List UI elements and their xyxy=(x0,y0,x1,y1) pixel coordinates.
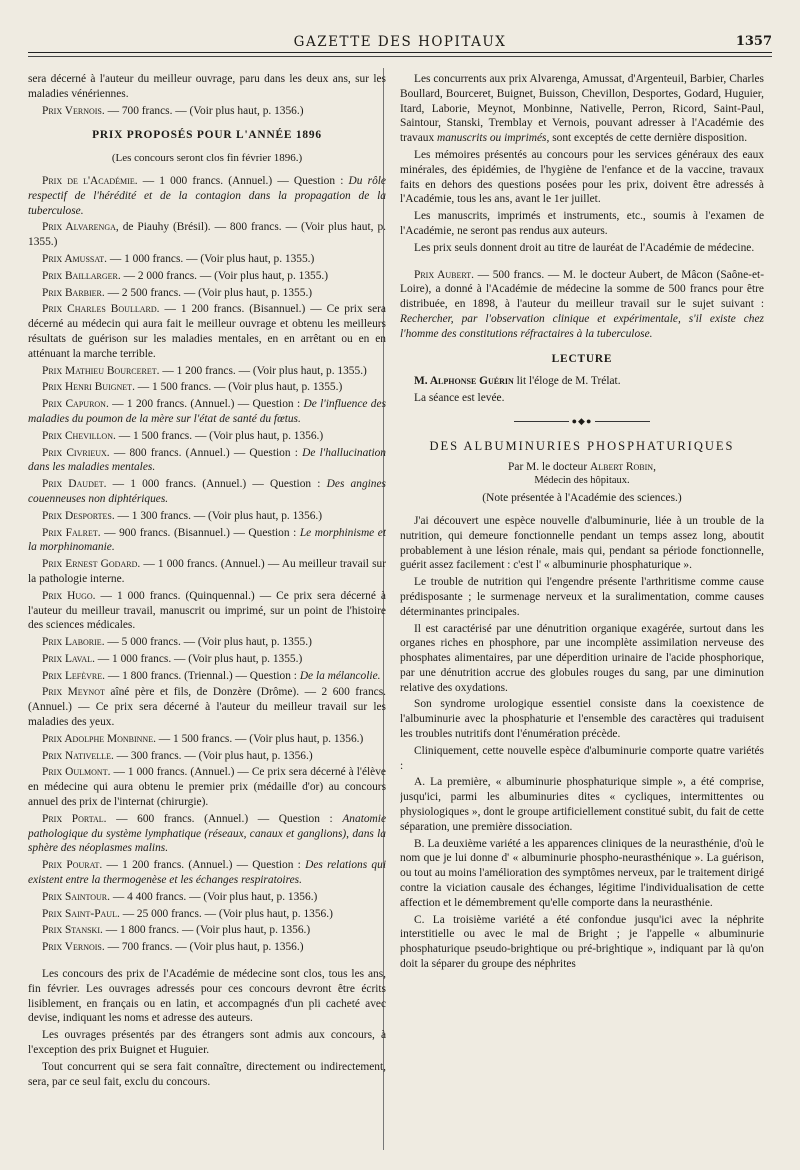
prize-entry: Prix Falret. — 900 francs. (Bisannuel.) — Question : Le morphinisme et la morphinomanie. xyxy=(28,526,386,554)
prize-entry: Prix Chevillon. — 1 500 francs. — (Voir plus haut, p. 1356.) xyxy=(42,429,324,442)
prize-entry: Prix Adolphe Monbinne. — 1 500 francs. — (Voir plus haut, p. 1356.) xyxy=(42,732,364,745)
prize-entry: Prix Vernois. — 700 francs. — (Voir plus haut, p. 1356.) xyxy=(42,104,304,117)
article-title: DES ALBUMINURIES PHOSPHATURIQUES xyxy=(429,438,735,453)
prize-entry: Prix Alvarenga, de Piauhy (Brésil). — 800 francs. — (Voir plus haut, p. 1355.) xyxy=(28,221,386,249)
article-body xyxy=(400,514,764,972)
prize-entry: Prix Ernest Godard. — 1 000 francs. (Annuel.) — Au meilleur travail sur la pathologie interne. xyxy=(28,558,386,585)
prize-entry: Prix Baillarger. — 2 000 francs. — (Voir plus haut, p. 1355.) xyxy=(42,269,329,282)
body-paragraph: Le trouble de nutrition qui l'engendre présente l'arthritisme comme cause prédisposante ; le surmenage nerveux et la suralimentation, comme causes déterminantes principales. xyxy=(400,576,764,618)
paragraph-exceptions: Les concurrents aux prix Alvarenga, Amussat, d'Argenteuil, Barbier, Charles Boullard, Bourceret, Buignet, Buisson, Chevillon, Desportes, Godard, Huguier, Itard, Laborie, Meynot, Monbinne, Nativelle, Perron, Ricord, Saint-Paul, Saintour, Stanski, Tremblay et Vernois, pouvant adresser à l'Académie des travaux manuscrits ou imprimés, sont exceptés de cette dernière disposition. xyxy=(400,73,764,145)
prize-entry: Prix Amussat. — 1 000 francs. — (Voir plus haut, p. 1355.) xyxy=(42,252,315,265)
right-column xyxy=(400,72,764,1152)
body-paragraph: J'ai découvert une espèce nouvelle d'albuminurie, liée à un trouble de la nutrition, qui demeure fonctionnelle pendant un temps assez long, aboutit probablement à une lésion rénale, mais qui, pendant sa période fonctionnelle, guérit assez facilement : c'est l' « albuminurie phosphaturique ». xyxy=(400,514,764,572)
section-subheading: (Les concours seront clos fin février 1896.) xyxy=(111,152,303,165)
header-rule xyxy=(28,52,772,53)
body-paragraph: A. La première, « albuminurie phosphaturique simple », a été comprise, jusqu'ici, parmi les albuminuries dites « cycliques, intermittentes ou physiologiques », dont le groupe artificiellement constitué subit, du fait de cette séparation, une première dissociation. xyxy=(400,776,764,833)
closing-paragraph: Les concours des prix de l'Académie de médecine sont clos, tous les ans, fin février. Les ouvrages adressés pour ces concours devront être écrits lisiblement, en français ou en latin, et accompagnés d'un pli cacheté avec devise, indiquant les noms et adresse des auteurs. xyxy=(28,968,386,1025)
running-header xyxy=(28,30,772,58)
prize-entry: Prix Stanski. — 1 800 francs. — (Voir plus haut, p. 1356.) xyxy=(42,924,311,937)
prize-entry: Prix Laval. — 1 000 francs. — (Voir plus haut, p. 1355.) xyxy=(42,652,303,665)
body-paragraph: Son syndrome urologique essentiel consiste dans la coexistence de l'albuminurie avec la phosphaturie et l'ensemble des caractères qui traduisent les troubles nutritifs dont l'énumération précède. xyxy=(400,698,764,741)
lecture-heading: LECTURE xyxy=(551,352,613,365)
page-number: 1357 xyxy=(735,34,772,49)
prize-entry: Prix Nativelle. — 300 francs. — (Voir plus haut, p. 1356.) xyxy=(42,749,313,762)
prize-entry: Prix Meynot aîné père et fils, de Donzère (Drôme). — 2 600 francs. (Annuel.) — Ce prix sera décerné à l'auteur du meilleur travail sur les maladies des yeux. xyxy=(28,686,386,729)
body-paragraph: Cliniquement, cette nouvelle espèce d'albuminurie comporte quatre variétés : xyxy=(400,744,764,772)
prize-entry: Prix Laborie. — 5 000 francs. — (Voir plus haut, p. 1355.) xyxy=(42,636,312,649)
ornamental-separator: ●◆● xyxy=(400,414,764,429)
article-note: (Note présentée à l'Académie des sciences.) xyxy=(482,492,682,505)
author-role: Médecin des hôpitaux. xyxy=(534,475,630,487)
section-heading: PRIX PROPOSÉS POUR L'ANNÉE 1896 xyxy=(92,129,322,142)
left-column xyxy=(28,72,386,1152)
journal-title: GAZETTE DES HOPITAUX xyxy=(293,34,507,50)
seance-line: La séance est levée. xyxy=(414,392,505,405)
body-paragraph: C. La troisième variété a été confondue jusqu'ici avec la néphrite interstitielle ou avec le mal de Bright ; je l'appelle « albuminurie phosphaturique pseudo-brightique ou pré-brightique », indiquant par là qu'on doit la séparer du groupe des néphrites xyxy=(400,913,764,971)
prize-entry: Prix Barbier. — 2 500 francs. — (Voir plus haut, p. 1355.) xyxy=(42,286,313,299)
prize-entry: Prix Charles Boullard. — 1 200 francs. (Bisannuel.) — Ce prix sera décerné au médecin qui aura fait le meilleur ouvrage et obtenu les meilleurs résultats de guérison sur les maladies mentales, en en arrêtant ou en en atténuant la marche terrible. xyxy=(28,303,386,360)
prize-entry: Prix Pourat. — 1 200 francs. (Annuel.) — Question : Des relations qui existent entre la thermogenèse et les échanges respiratoires. xyxy=(28,859,386,887)
header-rule-thin xyxy=(28,56,772,57)
closing-paragraphs xyxy=(28,967,386,1089)
prize-entry: Prix de l'Académie. — 1 000 francs. (Annuel.) — Question : Du rôle respectif de l'hérédité et de la contagion dans la propagation de la tuberculose. xyxy=(28,174,386,217)
prize-entry: Prix Oulmont. — 1 000 francs. (Annuel.) — Ce prix sera décerné à l'élève en médecine qui aura obtenu le premier prix (médaille d'or) au concours annuel des prix de l'internat (chirurgie). xyxy=(28,766,386,809)
lecture-paragraph: M. Alphonse Guérin lit l'éloge de M. Trélat. xyxy=(414,375,621,388)
prize-entry: Prix Vernois. — 700 francs. — (Voir plus haut, p. 1356.) xyxy=(42,941,304,954)
author-line: Par M. le docteur Albert Robin, xyxy=(508,460,656,473)
prize-aubert: Prix Aubert. — 500 francs. — M. le docteur Aubert, de Mâcon (Saône-et-Loire), a donné à l'Académie de médecine la somme de 500 francs pour être distribuée, en 1898, à l'auteur du meilleur travail sur le sujet suivant : Rechercher, par l'observation clinique et expérimentale, s'il existe chez l'homme des constitutions réfractaires à la tuberculose. xyxy=(400,268,764,340)
paragraph-manuscrits: Les manuscrits, imprimés et instruments, etc., soumis à l'examen de l'Académie, ne seront pas rendus aux auteurs. xyxy=(400,210,764,237)
prize-entry: Prix Hugo. — 1 000 francs. (Quinquennal.) — Ce prix sera décerné à l'auteur du meilleur travail, manuscrit ou imprimé, sur un point de l'histoire des sciences médicales. xyxy=(28,589,386,632)
paragraph-memoires: Les mémoires présentés au concours pour les services généraux des eaux minérales, des épidémies, de l'hygiène de l'enfance et de la vaccine, travaux faits en dehors des questions posées pour les prix, doivent être adressés à l'Académie, tous les ans, avant le 1er juillet. xyxy=(400,148,764,206)
body-paragraph: Il est caractérisé par une dénutrition organique exagérée, surtout dans les organes riches en phosphore, par une incomplète assimilation nerveuse des phosphates alimentaires, par une déperdition urinaire de l'acide phosphorique, par une dénutrition accrue des globules rouges du sang, par une diminution relative des oxydations. xyxy=(400,622,764,694)
prize-entry: Prix Saintour. — 4 400 francs. — (Voir plus haut, p. 1356.) xyxy=(42,890,318,903)
prize-entry: Prix Desportes. — 1 300 francs. — (Voir plus haut, p. 1356.) xyxy=(42,509,323,522)
prize-entry: Prix Portal. — 600 francs. (Annuel.) — Question : Anatomie pathologique du système lymphatique (réseaux, canaux et ganglions), dans la sphère des néoplasmes malins. xyxy=(28,812,386,855)
prize-entry: Prix Saint-Paul. — 25 000 francs. — (Voir plus haut, p. 1356.) xyxy=(42,907,333,920)
prize-list xyxy=(28,174,386,955)
prize-entry: Prix Henri Buignet. — 1 500 francs. — (Voir plus haut, p. 1355.) xyxy=(42,381,343,394)
paragraph-laureat: Les prix seuls donnent droit au titre de lauréat de l'Académie de médecine. xyxy=(414,241,755,254)
prize-entry: Prix Capuron. — 1 200 francs. (Annuel.) — Question : De l'influence des maladies du poumon de la mère sur l'état de santé du fœtus. xyxy=(28,398,386,425)
prize-entry: Prix Mathieu Bourceret. — 1 200 francs. — (Voir plus haut, p. 1355.) xyxy=(42,364,367,377)
intro-paragraph: sera décerné à l'auteur du meilleur ouvrage, paru dans les deux ans, sur les maladies vénériennes. xyxy=(28,73,386,100)
prize-entry: Prix Daudet. — 1 000 francs. (Annuel.) — Question : Des angines couenneuses non diphtériques. xyxy=(28,478,386,505)
prize-entry: Prix Civrieux. — 800 francs. (Annuel.) — Question : De l'hallucination dans les maladies mentales. xyxy=(28,446,386,474)
closing-paragraph: Tout concurrent qui se sera fait connaître, directement ou indirectement, sera, par ce seul fait, exclu du concours. xyxy=(28,1060,386,1088)
closing-paragraph: Les ouvrages présentés par des étrangers sont admis aux concours, à l'exception des prix Buignet et Huguier. xyxy=(28,1029,386,1057)
prize-entry: Prix Lefèvre. — 1 800 francs. (Triennal.) — Question : De la mélancolie. xyxy=(42,669,381,682)
body-paragraph: B. La deuxième variété a les apparences cliniques de la neurasthénie, d'où le nom que je lui donne d' « albuminurie phospho-neurasthénique ». La guérison, ou tout au moins l'amélioration des symptômes nerveux, par le traitement dirigé contre la viciation causale des échanges, légitime l'individualisation de cette affection et le démembrement qu'elle comporte dans la neurasthénie. xyxy=(400,837,764,909)
